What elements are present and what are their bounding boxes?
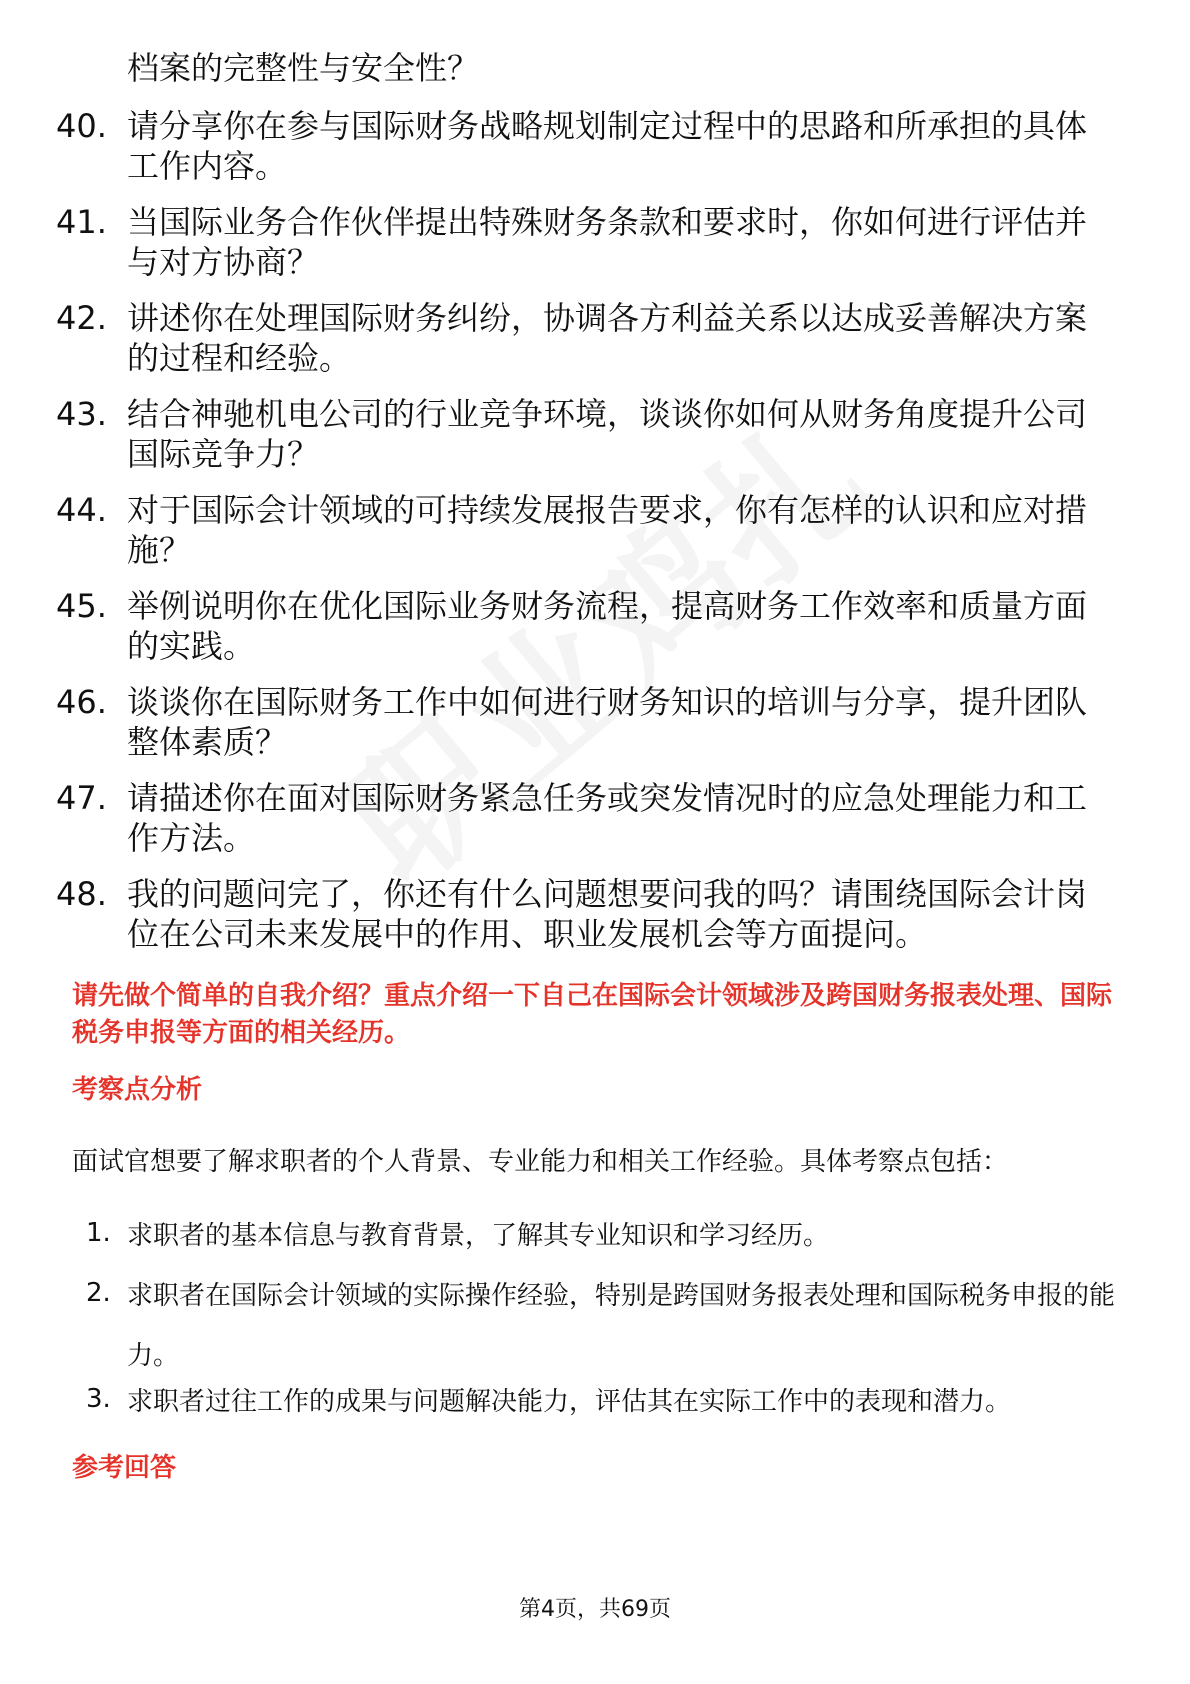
question-text: 讲述你在处理国际财务纠纷，协调各方利益关系以达成妥善解决方案的过程和经验。 bbox=[127, 299, 1088, 377]
analysis-intro: 面试官想要了解求职者的个人背景、专业能力和相关工作经验。具体考察点包括： bbox=[72, 1147, 1009, 1177]
question-number: 41. bbox=[56, 203, 107, 241]
question-text: 我的问题问完了，你还有什么问题想要问我的吗？请围绕国际会计岗位在公司未来发展中的作用、职业发展机会等方面提问。 bbox=[127, 875, 1088, 953]
question-text: 结合神驰机电公司的行业竞争环境，谈谈你如何从财务角度提升公司国际竞争力？ bbox=[127, 395, 1088, 473]
question-number: 45. bbox=[56, 587, 107, 625]
point-number: 2. bbox=[86, 1278, 111, 1308]
question-number: 44. bbox=[56, 491, 107, 529]
point-text: 求职者的基本信息与教育背景，了解其专业知识和学习经历。 bbox=[127, 1221, 830, 1251]
reference-answer-heading: 参考回答 bbox=[72, 1453, 177, 1483]
question-number: 47. bbox=[56, 779, 107, 817]
point-text: 求职者过往工作的成果与问题解决能力，评估其在实际工作中的表现和潜力。 bbox=[127, 1387, 1012, 1417]
question-text: 举例说明你在优化国际业务财务流程，提高财务工作效率和质量方面的实践。 bbox=[127, 587, 1088, 665]
question-text: 谈谈你在国际财务工作中如何进行财务知识的培训与分享，提升团队整体素质？ bbox=[127, 683, 1088, 761]
question-number: 40. bbox=[56, 107, 107, 145]
question-text: 请描述你在面对国际财务紧急任务或突发情况时的应急处理能力和工作方法。 bbox=[127, 779, 1088, 857]
point-number: 3. bbox=[86, 1384, 111, 1414]
interview-question-heading: 请先做个简单的自我介绍？重点介绍一下自己在国际会计领域涉及跨国财务报表处理、国际税务申报等方面的相关经历。 bbox=[72, 981, 1113, 1048]
question-number: 42. bbox=[56, 299, 107, 337]
question-number: 48. bbox=[56, 875, 107, 913]
question-text: 请分享你在参与国际财务战略规划制定过程中的思路和所承担的具体工作内容。 bbox=[127, 107, 1088, 185]
page-footer: 第4页，共69页 bbox=[519, 1597, 671, 1622]
question-text: 对于国际会计领域的可持续发展报告要求，你有怎样的认识和应对措施？ bbox=[127, 491, 1088, 569]
analysis-heading: 考察点分析 bbox=[72, 1075, 203, 1105]
question-number: 43. bbox=[56, 395, 107, 433]
point-number: 1. bbox=[86, 1218, 111, 1248]
question-text: 当国际业务合作伙伴提出特殊财务条款和要求时，你如何进行评估并与对方协商？ bbox=[127, 203, 1088, 281]
question-number: 46. bbox=[56, 683, 107, 721]
point-text: 求职者在国际会计领域的实际操作经验，特别是跨国财务报表处理和国际税务申报的能力。 bbox=[127, 1281, 1116, 1371]
